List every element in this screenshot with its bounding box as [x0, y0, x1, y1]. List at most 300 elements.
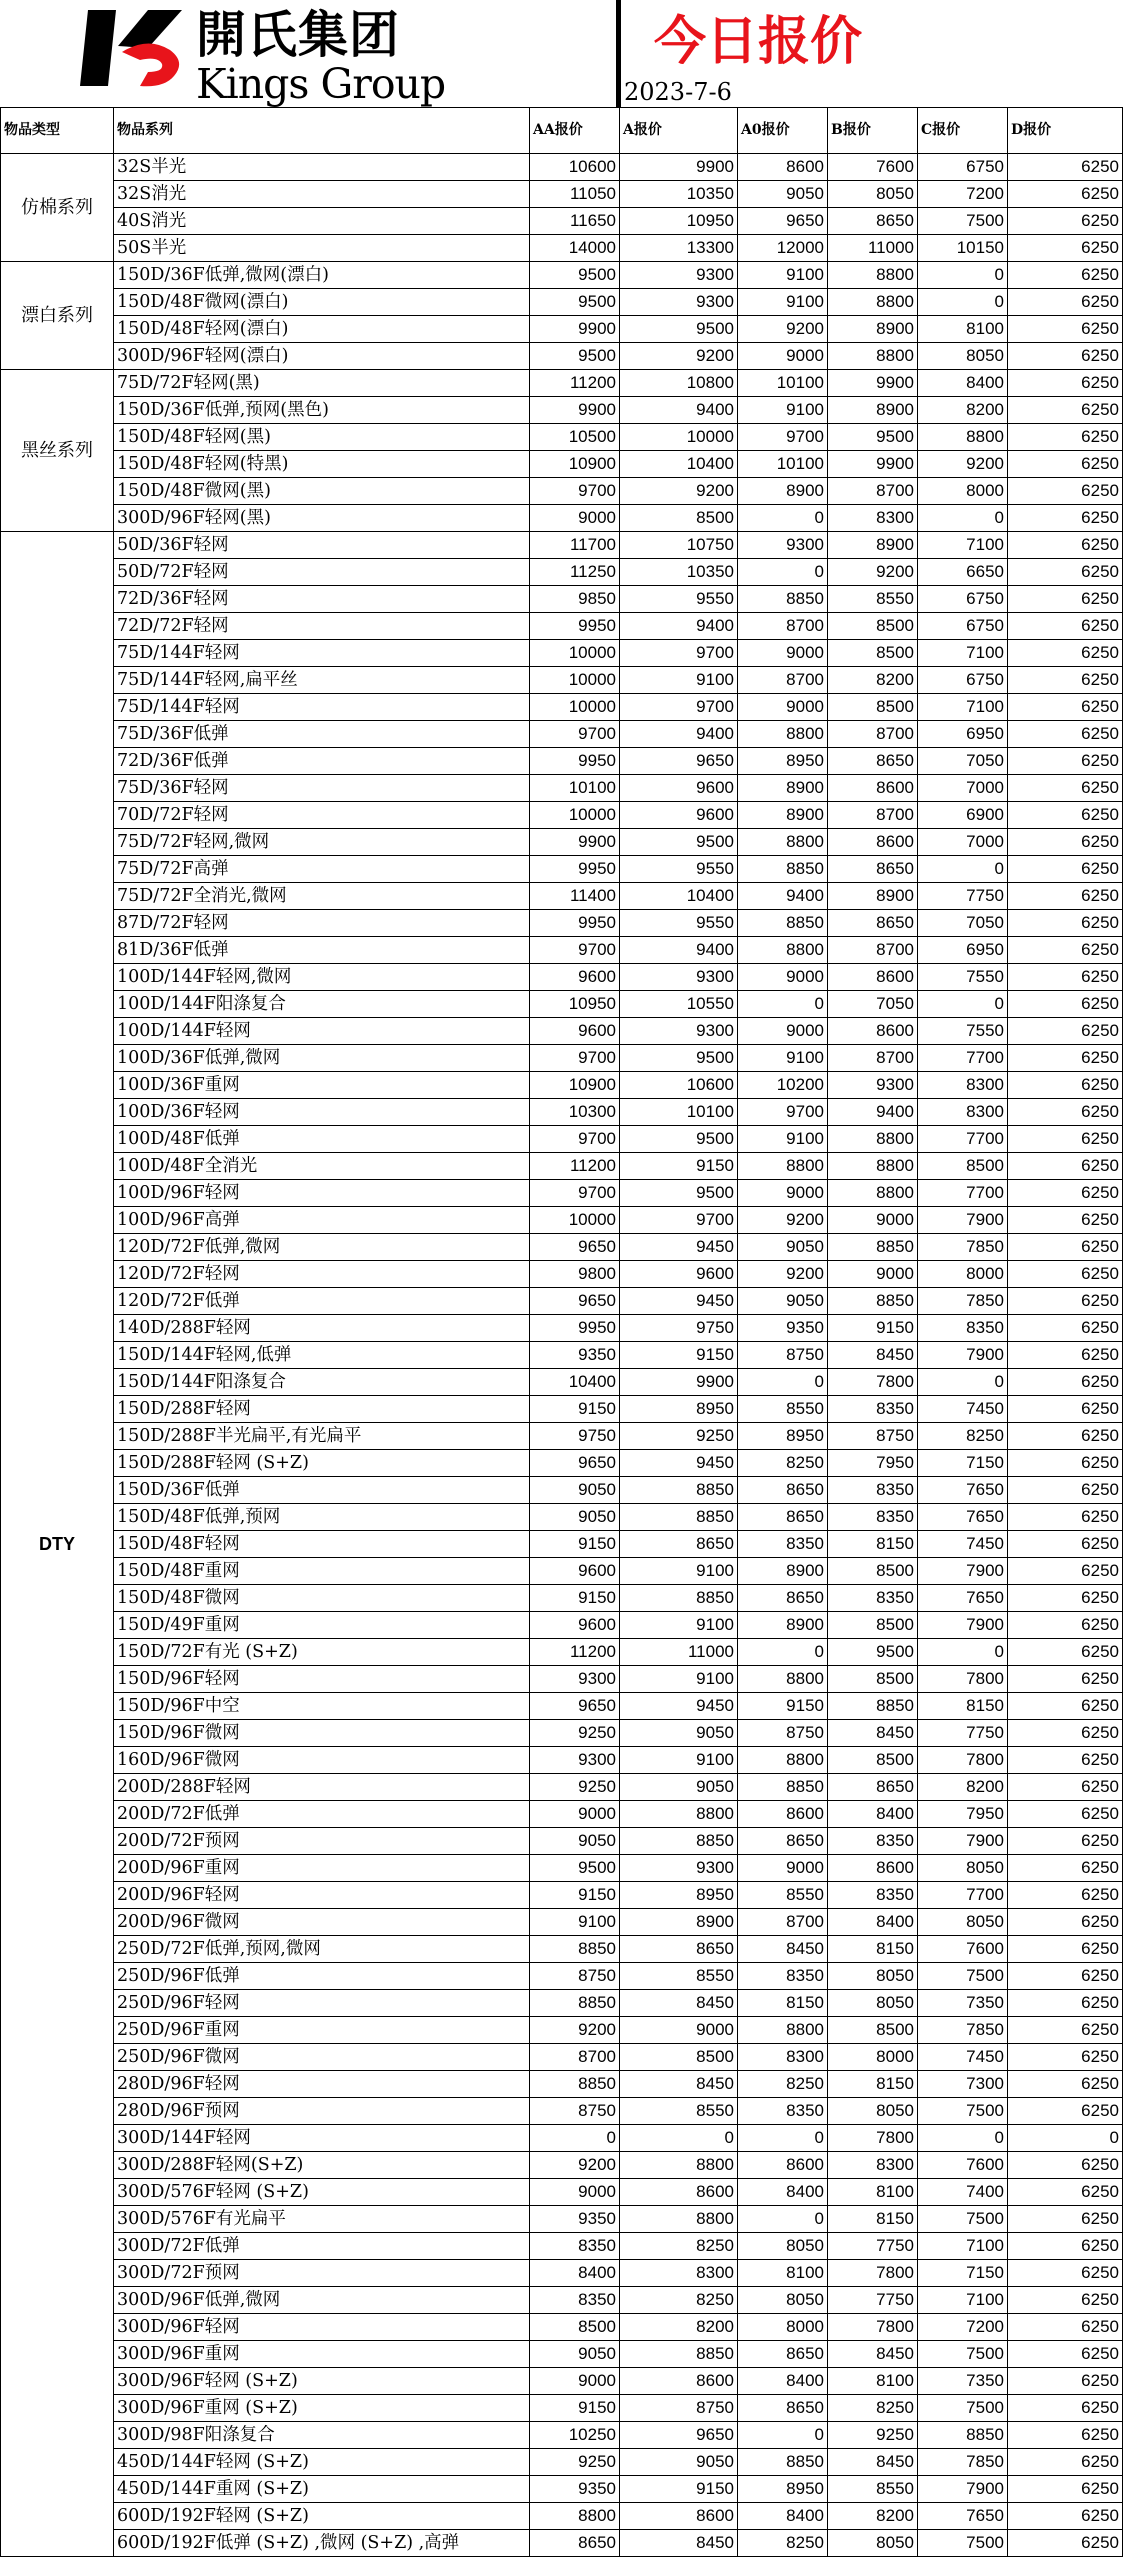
a0-price-cell: 9000 [738, 1018, 828, 1045]
a0-price-cell: 8550 [738, 1396, 828, 1423]
c-price-cell: 8500 [918, 1153, 1008, 1180]
a-price-cell: 9100 [620, 1558, 738, 1585]
a-price-cell: 9550 [620, 910, 738, 937]
a-price-cell: 8750 [620, 2395, 738, 2422]
quote-date: 2023-7-6 [624, 78, 732, 106]
table-row [1, 964, 1123, 991]
table-row [1, 1720, 1123, 1747]
a-price-cell: 9100 [620, 667, 738, 694]
category-cell: 黑丝系列 [1, 370, 114, 532]
aa-price-cell: 10250 [530, 2422, 620, 2449]
a0-price-cell: 8350 [738, 2098, 828, 2125]
table-row [1, 613, 1123, 640]
table-row [1, 451, 1123, 478]
b-price-cell: 8750 [828, 1423, 918, 1450]
a0-price-cell: 0 [738, 991, 828, 1018]
d-price-cell: 6250 [1008, 2314, 1123, 2341]
a0-price-cell: 8600 [738, 154, 828, 181]
d-price-cell: 6250 [1008, 478, 1123, 505]
aa-price-cell: 9950 [530, 856, 620, 883]
d-price-cell: 6250 [1008, 208, 1123, 235]
series-name-cell: 300D/98F阳涤复合 [114, 2422, 530, 2449]
series-name-cell: 300D/96F轻网(黑) [114, 505, 530, 532]
a0-price-cell: 8700 [738, 613, 828, 640]
a-price-cell: 9900 [620, 154, 738, 181]
b-price-cell: 8200 [828, 2503, 918, 2530]
a-price-cell: 8500 [620, 2044, 738, 2071]
aa-price-cell: 9900 [530, 316, 620, 343]
aa-price-cell: 8850 [530, 2071, 620, 2098]
series-name-cell: 150D/48F轻网(特黑) [114, 451, 530, 478]
a0-price-cell: 10100 [738, 451, 828, 478]
b-price-cell: 7750 [828, 2233, 918, 2260]
series-name-cell: 150D/48F微网 [114, 1585, 530, 1612]
a-price-cell: 10400 [620, 451, 738, 478]
a0-price-cell: 8300 [738, 2044, 828, 2071]
table-header-row [1, 108, 1123, 154]
aa-price-cell: 8650 [530, 2530, 620, 2557]
a0-price-cell: 8600 [738, 2152, 828, 2179]
d-price-cell: 6250 [1008, 2422, 1123, 2449]
a-price-cell: 9700 [620, 694, 738, 721]
b-price-cell: 8850 [828, 1234, 918, 1261]
a-price-cell: 8450 [620, 1990, 738, 2017]
c-price-cell: 7500 [918, 2098, 1008, 2125]
a0-price-cell: 9050 [738, 1288, 828, 1315]
d-price-cell: 6250 [1008, 1585, 1123, 1612]
a0-price-cell: 8950 [738, 1423, 828, 1450]
c-price-cell: 7900 [918, 1558, 1008, 1585]
b-price-cell: 8700 [828, 802, 918, 829]
aa-price-cell: 9500 [530, 262, 620, 289]
a0-price-cell: 9200 [738, 1261, 828, 1288]
a0-price-cell: 9300 [738, 532, 828, 559]
category-cell: 漂白系列 [1, 262, 114, 370]
c-price-cell: 0 [918, 1639, 1008, 1666]
aa-price-cell: 9500 [530, 289, 620, 316]
aa-price-cell: 9650 [530, 1288, 620, 1315]
d-price-cell: 6250 [1008, 1747, 1123, 1774]
d-price-cell: 6250 [1008, 424, 1123, 451]
col-header-series: 物品系列 [114, 108, 530, 154]
a0-price-cell: 8750 [738, 1342, 828, 1369]
b-price-cell: 8800 [828, 1180, 918, 1207]
b-price-cell: 7800 [828, 2260, 918, 2287]
a-price-cell: 9400 [620, 721, 738, 748]
c-price-cell: 7500 [918, 208, 1008, 235]
aa-price-cell: 14000 [530, 235, 620, 262]
a0-price-cell: 8650 [738, 1504, 828, 1531]
aa-price-cell: 8800 [530, 2503, 620, 2530]
table-row [1, 721, 1123, 748]
series-name-cell: 75D/36F轻网 [114, 775, 530, 802]
a-price-cell: 10000 [620, 424, 738, 451]
series-name-cell: 150D/96F微网 [114, 1720, 530, 1747]
b-price-cell: 8450 [828, 2449, 918, 2476]
c-price-cell: 7700 [918, 1126, 1008, 1153]
series-name-cell: 150D/288F轻网 [114, 1396, 530, 1423]
a0-price-cell: 8700 [738, 667, 828, 694]
table-row [1, 640, 1123, 667]
table-row [1, 2314, 1123, 2341]
a-price-cell: 8800 [620, 2152, 738, 2179]
series-name-cell: 150D/36F低弹,预网(黑色) [114, 397, 530, 424]
b-price-cell: 8700 [828, 478, 918, 505]
aa-price-cell: 9150 [530, 1531, 620, 1558]
a-price-cell: 9500 [620, 829, 738, 856]
series-name-cell: 100D/144F轻网,微网 [114, 964, 530, 991]
b-price-cell: 8450 [828, 1720, 918, 1747]
category-cell: 仿棉系列 [1, 154, 114, 262]
a0-price-cell: 8650 [738, 1828, 828, 1855]
c-price-cell: 7600 [918, 2152, 1008, 2179]
b-price-cell: 8400 [828, 1909, 918, 1936]
table-row [1, 1558, 1123, 1585]
series-name-cell: 32S消光 [114, 181, 530, 208]
aa-price-cell: 9900 [530, 397, 620, 424]
b-price-cell: 7750 [828, 2287, 918, 2314]
d-price-cell: 6250 [1008, 262, 1123, 289]
table-row [1, 1801, 1123, 1828]
aa-price-cell: 10500 [530, 424, 620, 451]
aa-price-cell: 9250 [530, 1774, 620, 1801]
a-price-cell: 8800 [620, 1801, 738, 1828]
b-price-cell: 8700 [828, 1045, 918, 1072]
table-row [1, 1477, 1123, 1504]
series-name-cell: 300D/96F低弹,微网 [114, 2287, 530, 2314]
c-price-cell: 6750 [918, 613, 1008, 640]
a0-price-cell: 0 [738, 2125, 828, 2152]
a-price-cell: 10350 [620, 181, 738, 208]
aa-price-cell: 9700 [530, 1126, 620, 1153]
a0-price-cell: 9350 [738, 1315, 828, 1342]
c-price-cell: 7200 [918, 2314, 1008, 2341]
series-name-cell: 81D/36F低弹 [114, 937, 530, 964]
aa-price-cell: 10950 [530, 991, 620, 1018]
a0-price-cell: 9100 [738, 1045, 828, 1072]
a-price-cell: 9200 [620, 343, 738, 370]
table-row [1, 262, 1123, 289]
aa-price-cell: 9350 [530, 2476, 620, 2503]
d-price-cell: 6250 [1008, 2341, 1123, 2368]
b-price-cell: 8600 [828, 829, 918, 856]
b-price-cell: 8050 [828, 1963, 918, 1990]
b-price-cell: 7050 [828, 991, 918, 1018]
series-name-cell: 300D/72F预网 [114, 2260, 530, 2287]
b-price-cell: 8350 [828, 1882, 918, 1909]
series-name-cell: 250D/96F微网 [114, 2044, 530, 2071]
d-price-cell: 6250 [1008, 1855, 1123, 1882]
b-price-cell: 9000 [828, 1207, 918, 1234]
c-price-cell: 8250 [918, 1423, 1008, 1450]
table-row [1, 1396, 1123, 1423]
c-price-cell: 8850 [918, 2422, 1008, 2449]
c-price-cell: 7700 [918, 1180, 1008, 1207]
price-table-body [1, 154, 1123, 2557]
series-name-cell: 150D/48F轻网 [114, 1531, 530, 1558]
b-price-cell: 8250 [828, 2395, 918, 2422]
d-price-cell: 6250 [1008, 451, 1123, 478]
series-name-cell: 100D/36F低弹,微网 [114, 1045, 530, 1072]
col-header-aa-price: AA报价 [530, 108, 620, 154]
series-name-cell: 100D/96F高弹 [114, 1207, 530, 1234]
b-price-cell: 8050 [828, 181, 918, 208]
series-name-cell: 160D/96F微网 [114, 1747, 530, 1774]
a-price-cell: 9650 [620, 2422, 738, 2449]
a-price-cell: 8300 [620, 2260, 738, 2287]
aa-price-cell: 9700 [530, 937, 620, 964]
a0-price-cell: 9200 [738, 1207, 828, 1234]
d-price-cell: 6250 [1008, 235, 1123, 262]
series-name-cell: 50S半光 [114, 235, 530, 262]
d-price-cell: 6250 [1008, 1531, 1123, 1558]
aa-price-cell: 9750 [530, 1423, 620, 1450]
d-price-cell: 6250 [1008, 1909, 1123, 1936]
d-price-cell: 6250 [1008, 2503, 1123, 2530]
d-price-cell: 6250 [1008, 397, 1123, 424]
a0-price-cell: 8000 [738, 2314, 828, 2341]
a0-price-cell: 8850 [738, 856, 828, 883]
aa-price-cell: 9150 [530, 2395, 620, 2422]
d-price-cell: 6250 [1008, 586, 1123, 613]
b-price-cell: 8500 [828, 613, 918, 640]
c-price-cell: 7900 [918, 1207, 1008, 1234]
a-price-cell: 10600 [620, 1072, 738, 1099]
series-name-cell: 300D/96F重网 [114, 2341, 530, 2368]
b-price-cell: 9400 [828, 1099, 918, 1126]
a-price-cell: 9250 [620, 1423, 738, 1450]
aa-price-cell: 9600 [530, 1018, 620, 1045]
d-price-cell: 6250 [1008, 802, 1123, 829]
b-price-cell: 7800 [828, 1369, 918, 1396]
aa-price-cell: 9350 [530, 2206, 620, 2233]
a0-price-cell: 0 [738, 2206, 828, 2233]
series-name-cell: 120D/72F低弹 [114, 1288, 530, 1315]
table-row [1, 478, 1123, 505]
series-name-cell: 32S半光 [114, 154, 530, 181]
c-price-cell: 6950 [918, 721, 1008, 748]
d-price-cell: 6250 [1008, 1180, 1123, 1207]
a0-price-cell: 8850 [738, 2449, 828, 2476]
table-row [1, 2287, 1123, 2314]
table-row [1, 1855, 1123, 1882]
aa-price-cell: 8350 [530, 2233, 620, 2260]
a0-price-cell: 8850 [738, 910, 828, 937]
aa-price-cell: 9700 [530, 1045, 620, 1072]
d-price-cell: 6250 [1008, 748, 1123, 775]
aa-price-cell: 9150 [530, 1396, 620, 1423]
d-price-cell: 6250 [1008, 2179, 1123, 2206]
a0-price-cell: 9100 [738, 262, 828, 289]
c-price-cell: 7850 [918, 2017, 1008, 2044]
aa-price-cell: 10900 [530, 1072, 620, 1099]
series-name-cell: 150D/48F轻网(漂白) [114, 316, 530, 343]
series-name-cell: 100D/144F轻网 [114, 1018, 530, 1045]
a0-price-cell: 0 [738, 559, 828, 586]
a0-price-cell: 8850 [738, 1774, 828, 1801]
a0-price-cell: 8600 [738, 1801, 828, 1828]
aa-price-cell: 9050 [530, 1477, 620, 1504]
col-header-b-price: B报价 [828, 108, 918, 154]
series-name-cell: 150D/96F轻网 [114, 1666, 530, 1693]
a-price-cell: 8650 [620, 1936, 738, 1963]
table-row [1, 1963, 1123, 1990]
table-row [1, 1288, 1123, 1315]
col-header-category: 物品类型 [1, 108, 114, 154]
c-price-cell: 7650 [918, 1504, 1008, 1531]
d-price-cell: 6250 [1008, 1666, 1123, 1693]
b-price-cell: 8800 [828, 343, 918, 370]
d-price-cell: 6250 [1008, 640, 1123, 667]
c-price-cell: 7900 [918, 1612, 1008, 1639]
c-price-cell: 8350 [918, 1315, 1008, 1342]
a-price-cell: 9050 [620, 1720, 738, 1747]
series-name-cell: 150D/49F重网 [114, 1612, 530, 1639]
aa-price-cell: 11200 [530, 1639, 620, 1666]
a-price-cell: 9050 [620, 1774, 738, 1801]
series-name-cell: 87D/72F轻网 [114, 910, 530, 937]
aa-price-cell: 8850 [530, 1990, 620, 2017]
a-price-cell: 9500 [620, 1126, 738, 1153]
d-price-cell: 6250 [1008, 2044, 1123, 2071]
b-price-cell: 8050 [828, 1990, 918, 2017]
c-price-cell: 7200 [918, 181, 1008, 208]
table-row [1, 1639, 1123, 1666]
a0-price-cell: 9700 [738, 424, 828, 451]
d-price-cell: 6250 [1008, 1882, 1123, 1909]
a0-price-cell: 8850 [738, 586, 828, 613]
b-price-cell: 8650 [828, 748, 918, 775]
c-price-cell: 7650 [918, 1477, 1008, 1504]
d-price-cell: 6250 [1008, 1558, 1123, 1585]
d-price-cell: 6250 [1008, 1774, 1123, 1801]
d-price-cell: 6250 [1008, 1720, 1123, 1747]
aa-price-cell: 8750 [530, 2098, 620, 2125]
c-price-cell: 8050 [918, 1855, 1008, 1882]
c-price-cell: 7000 [918, 775, 1008, 802]
d-price-cell: 6250 [1008, 1450, 1123, 1477]
a0-price-cell: 9000 [738, 694, 828, 721]
aa-price-cell: 9650 [530, 1693, 620, 1720]
series-name-cell: 200D/288F轻网 [114, 1774, 530, 1801]
aa-price-cell: 11700 [530, 532, 620, 559]
a-price-cell: 9450 [620, 1693, 738, 1720]
a-price-cell: 8550 [620, 2098, 738, 2125]
table-row [1, 2341, 1123, 2368]
series-name-cell: 75D/72F高弹 [114, 856, 530, 883]
table-row [1, 2395, 1123, 2422]
a0-price-cell: 8250 [738, 1450, 828, 1477]
b-price-cell: 11000 [828, 235, 918, 262]
c-price-cell: 7150 [918, 1450, 1008, 1477]
table-row [1, 1936, 1123, 1963]
b-price-cell: 8500 [828, 694, 918, 721]
table-row [1, 343, 1123, 370]
a-price-cell: 8950 [620, 1882, 738, 1909]
table-row [1, 1585, 1123, 1612]
a0-price-cell: 8750 [738, 1720, 828, 1747]
c-price-cell: 9200 [918, 451, 1008, 478]
b-price-cell: 8900 [828, 397, 918, 424]
d-price-cell: 6250 [1008, 991, 1123, 1018]
c-price-cell: 7450 [918, 1531, 1008, 1558]
table-row [1, 1531, 1123, 1558]
kings-logo-mark-icon [78, 6, 190, 90]
aa-price-cell: 9300 [530, 1666, 620, 1693]
table-row [1, 289, 1123, 316]
series-name-cell: 300D/96F轻网(漂白) [114, 343, 530, 370]
a-price-cell: 9500 [620, 1045, 738, 1072]
table-row [1, 586, 1123, 613]
c-price-cell: 7850 [918, 2449, 1008, 2476]
b-price-cell: 8800 [828, 1126, 918, 1153]
aa-price-cell: 11650 [530, 208, 620, 235]
a0-price-cell: 8800 [738, 937, 828, 964]
series-name-cell: 200D/96F重网 [114, 1855, 530, 1882]
d-price-cell: 6250 [1008, 1693, 1123, 1720]
c-price-cell: 8300 [918, 1072, 1008, 1099]
a-price-cell: 8600 [620, 2179, 738, 2206]
a0-price-cell: 8450 [738, 1936, 828, 1963]
a0-price-cell: 0 [738, 1369, 828, 1396]
series-name-cell: 150D/96F中空 [114, 1693, 530, 1720]
table-row [1, 2368, 1123, 2395]
table-row [1, 1450, 1123, 1477]
table-row [1, 1315, 1123, 1342]
d-price-cell: 6250 [1008, 1369, 1123, 1396]
c-price-cell: 7100 [918, 2233, 1008, 2260]
a0-price-cell: 8900 [738, 775, 828, 802]
c-price-cell: 7750 [918, 1720, 1008, 1747]
aa-price-cell: 9250 [530, 2449, 620, 2476]
table-row [1, 694, 1123, 721]
a-price-cell: 9150 [620, 2476, 738, 2503]
aa-price-cell: 9150 [530, 1585, 620, 1612]
b-price-cell: 8500 [828, 1666, 918, 1693]
d-price-cell: 6250 [1008, 1234, 1123, 1261]
a0-price-cell: 8650 [738, 2341, 828, 2368]
b-price-cell: 8900 [828, 532, 918, 559]
table-row [1, 559, 1123, 586]
logo-english-text: Kings Group [196, 60, 446, 108]
a-price-cell: 9300 [620, 262, 738, 289]
table-row [1, 1234, 1123, 1261]
aa-price-cell: 8500 [530, 2314, 620, 2341]
a0-price-cell: 8650 [738, 1477, 828, 1504]
page-title: 今日报价 [654, 12, 863, 72]
table-row [1, 1099, 1123, 1126]
series-name-cell: 75D/72F全消光,微网 [114, 883, 530, 910]
a-price-cell: 9550 [620, 856, 738, 883]
a0-price-cell: 10100 [738, 370, 828, 397]
a0-price-cell: 9000 [738, 1855, 828, 1882]
a-price-cell: 9650 [620, 748, 738, 775]
table-row [1, 1828, 1123, 1855]
d-price-cell: 6250 [1008, 559, 1123, 586]
d-price-cell: 6250 [1008, 1477, 1123, 1504]
a0-price-cell: 8700 [738, 1909, 828, 1936]
series-name-cell: 450D/144F轻网 (S+Z) [114, 2449, 530, 2476]
b-price-cell: 8800 [828, 289, 918, 316]
b-price-cell: 9300 [828, 1072, 918, 1099]
a-price-cell: 9600 [620, 1261, 738, 1288]
a0-price-cell: 12000 [738, 235, 828, 262]
table-row [1, 1504, 1123, 1531]
c-price-cell: 7500 [918, 2341, 1008, 2368]
d-price-cell: 6250 [1008, 1990, 1123, 2017]
a0-price-cell: 9400 [738, 883, 828, 910]
a0-price-cell: 0 [738, 1639, 828, 1666]
